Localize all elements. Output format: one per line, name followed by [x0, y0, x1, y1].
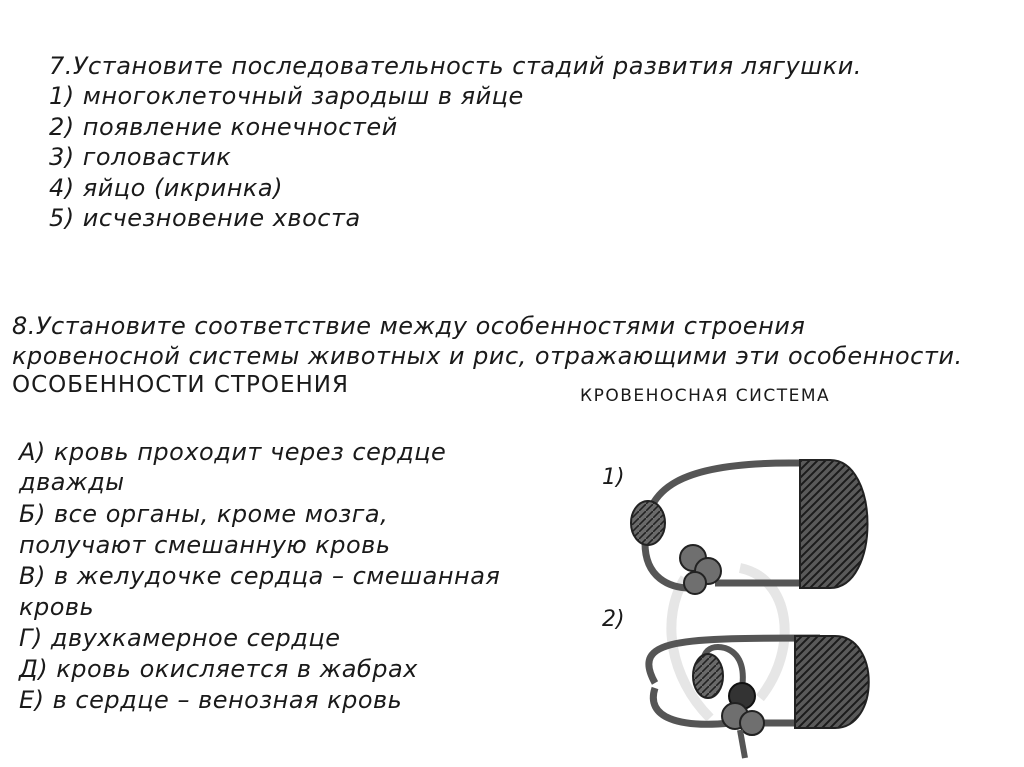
question-7-item: 5) исчезновение хвоста [49, 204, 361, 232]
circulation-diagram [590, 448, 890, 763]
question-8-title-line: 8.Установите соответствие между особенностями строения [12, 312, 806, 340]
option-line: Б) все органы, кроме мозга, [19, 500, 389, 528]
question-7-item: 2) появление конечностей [49, 113, 398, 141]
question-8-title-line: кровеносной системы животных и рис, отражающими эти особенности. [12, 342, 963, 370]
question-7-title: 7.Установите последовательность стадий развития лягушки. [49, 52, 862, 80]
option-line: Д) кровь окисляется в жабрах [19, 655, 418, 683]
question-7-item: 1) многоклеточный зародыш в яйце [49, 82, 524, 110]
option-line: Е) в сердце – венозная кровь [19, 686, 403, 714]
diagram-label: 2) [602, 607, 625, 632]
right-column-header: КРОВЕНОСНАЯ СИСТЕМА [580, 386, 831, 406]
option-line: В) в желудочке сердца – смешанная [19, 562, 501, 590]
diagram-single-circulation [602, 460, 868, 594]
option-line: кровь [19, 593, 95, 621]
option-line: А) кровь проходит через сердце [19, 438, 447, 466]
left-column-header: ОСОБЕННОСТИ СТРОЕНИЯ [12, 372, 349, 398]
question-7-item: 4) яйцо (икринка) [49, 174, 283, 202]
diagram-double-circulation [602, 607, 869, 758]
diagram-label: 1) [602, 465, 625, 490]
option-line: получают смешанную кровь [19, 531, 391, 559]
question-7-item: 3) головастик [49, 143, 232, 171]
option-line: Г) двухкамерное сердце [19, 624, 341, 652]
option-line: дважды [19, 468, 125, 496]
